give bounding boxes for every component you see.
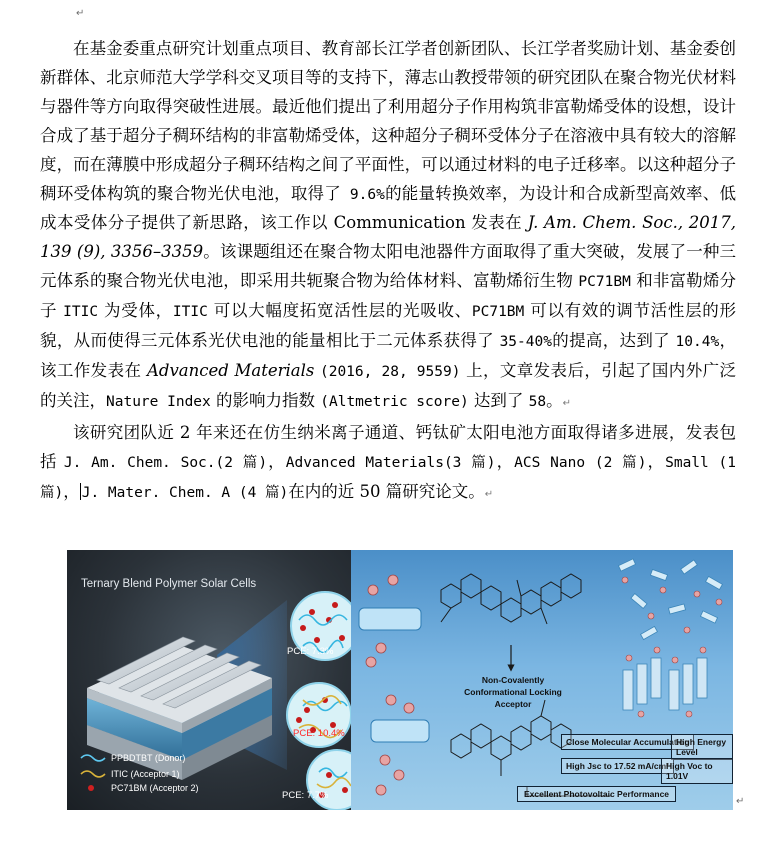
embedded-figure[interactable] (67, 550, 733, 810)
box-close-accumulation: Close Molecular Accumulation (561, 734, 694, 750)
paragraph-2: 该研究团队近 2 年来还在仿生纳米离子通道、钙钛矿太阳电池方面取得诸多进展，发表包括 J. Am. Chem. Soc.(2 篇)，Advanced Materials(3 篇)，ACS Nano (2 篇)，Small (1 篇)， J. Mater. Chem. A (4 篇)在内的近 50 篇研究论文。↵ (40, 422, 737, 501)
paragraph-mark: ↵ (484, 488, 494, 500)
box-high-jsc: High Jsc to 17.52 mA/cm² (561, 758, 674, 774)
figure-title: Ternary Blend Polymer Solar Cells (81, 578, 257, 590)
paragraph-mark: ↵ (736, 796, 745, 807)
acceptor-caption: Non-Covalently Conformational Locking Acceptor (464, 675, 562, 709)
box-high-energy: High Energy Level (671, 734, 733, 760)
acceptor-design-illustration (351, 550, 733, 810)
device-stack-diagram (67, 550, 351, 810)
pce-label-bottom: PCE: 7.7% (282, 790, 329, 801)
box-high-voc: High Voc to 1.01V (661, 758, 733, 784)
pce-label-top: PCE: 7.3% (287, 646, 334, 657)
paragraph-1: 在基金委重点研究计划重点项目、教育部长江学者创新团队、长江学者奖励计划、基金委创新群体、北京师范大学学科交叉项目等的支持下，薄志山教授带领的研究团队在聚合物光伏材料与器件等方向取得突破性进展。最近他们提出了利用超分子作用构筑非富勒烯受体的设想，设计合成了基于超分子稠环结构的非富勒烯受体，这种超分子稠环受体分子在溶液中具有较大的溶解度，而在薄膜中形成超分子稠环结构之间了平面性，可以通过材料的电子迁移率。以这种超分子稠环受体构筑的聚合物光伏电池，取得了 9.6%的能量转换效率，为设计和合成新型高效率、低成本受体分子提供了新思路，该工作以 Communication 发表在 J. Am. Chem. Soc., 2017, 139 (9), 3356–3359。该课题组还在聚合物太阳电池器件方面取得了重大突破，发展了一种三元体系的聚合物光伏电池，即采用共轭聚合物为给体材料、富勒烯衍生物 PC71BM 和非富勒烯分子 ITIC 为受体，ITIC 可以大幅度拓宽活性层的光吸收、PC71BM 可以有效的调节活性层的形貌，从而使得三元体系光伏电池的能量相比于二元体系获得了 35-40%的提高，达到了 10.4%，该工作发表在 Advanced Materials (2016, 28, 9559) 上，文章发表后，引起了国内外广泛的关注，Nature Index 的影响力指数 (Altmetric score) 达到了 58。↵ (40, 39, 737, 410)
journal-name: Advanced Materials (147, 360, 315, 380)
ternary-solar-cell-illustration (67, 550, 351, 810)
document-body (40, 35, 736, 510)
legend-donor: PPBDTBT (Donor) (111, 753, 186, 763)
pce-label-mid: PCE: 10.4% (293, 728, 345, 739)
text-cursor[interactable] (80, 483, 81, 500)
paragraph-mark: ↵ (562, 397, 572, 409)
legend-acceptor1: ITIC (Acceptor 1) (111, 769, 180, 779)
journal-reference: J. Am. Chem. Soc., 2017, 139 (9), 3356–3359 (40, 213, 736, 262)
legend-acceptor2: PC71BM (Acceptor 2) (111, 783, 199, 793)
box-excellent-performance: Excellent Photovoltaic Performance (517, 786, 676, 802)
paragraph-mark: ↵ (76, 8, 85, 19)
